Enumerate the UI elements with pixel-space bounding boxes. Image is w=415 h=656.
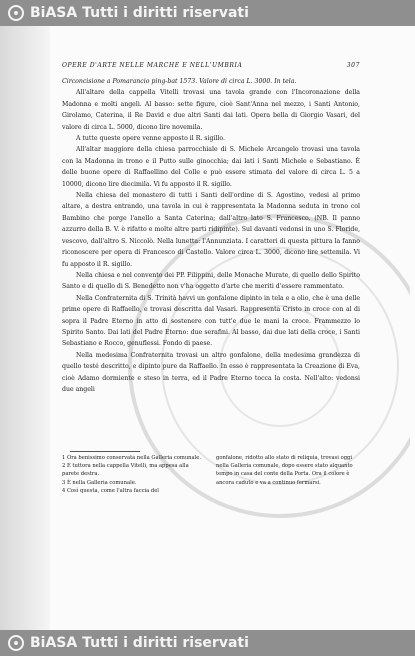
footnote: 3 È nella Galleria comunale.: [62, 479, 137, 486]
top-watermark-banner: [0, 0, 415, 26]
bottom-watermark-banner: [0, 630, 415, 656]
bottom-banner-text: BiASA Tutti i diritti riservati: [30, 635, 249, 651]
footnote: gonfalone, ridotto allo stato di reliquia, trovasi oggi nella Galleria comunale, dopo essere stato alquanto tempo in casa del conte della Porta. Ora il colore è ancora caduto e va a continuo fermarsi.: [216, 455, 353, 486]
footnotes-left-column: [62, 454, 206, 495]
biasa-logo-icon: [8, 635, 24, 651]
paragraph: Nella medesima Confraternita trovasi un altro gonfalone, della medesima grandezza di quello testé descritto, e dipinto pure da Raffaello. In esso è rappresentata la Creazione di Eva, cioè Adamo dormiente e steso in terra, ed il Padre Eterno tocca la costa. Nell'alto: vedonsi due angeli: [62, 351, 360, 393]
paragraph: Nella chiesa e nel convento dei PP. Filippini, delle Monache Murate, di quello dello Spirito Santo e di quello di S. Benedetto non v'ha oggetto d'arte che meriti d'essere rammentato.: [62, 271, 360, 291]
footnotes-right-column: [216, 454, 360, 495]
top-banner-text: BiASA Tutti i diritti riservati: [30, 5, 249, 21]
paragraph: Nella Confraternita di S. Trinità havvi un gonfalone dipinto in tela e a olio, che è una delle prime opere di Raffaello, e trovasi descritta dal Vasari. Rappresenta Cristo in croce con al di sopra il Padre Eterno in atto di sostenere con tutt'e due le mani la croce. Frammezzo lo Spirito Santo. Dai lati del Padre Eterno: due serafini. Al basso, dai due lati della croce, i Santi Sebastiano e Rocco, genuflessi. Fondo di paese.: [62, 294, 360, 348]
footnote: 4 Così questa, come l'altra faccia del: [62, 487, 159, 494]
page-gutter-shadow: [0, 26, 50, 630]
footnotes: [62, 454, 360, 495]
paragraph: Nella chiesa del monastero di tutti i Santi dell'ordine di S. Agostino, vedesi al primo altare, a destra entrando, una tavola in cui è rappresentata la Madonna seduta in trono col Bambino che porge l'anello a Santa Caterina; dall'altro lato S. Francesco. (NB. Il panno azzurro della B. V. è rifatto e molte altre parti ridipinte). Sul davanti vedonsi in uno S. Floride, vescovo, dall'altro S. Niccolò. Nella lunetta: l'Annunziata. I caratteri di questa pittura la fanno riconoscere per opera di Francesco di Castello. Valore circa L. 3000, dicono lire settemila. Vi fu apposto il R. sigillo.: [62, 192, 360, 268]
page-number: 307: [346, 62, 360, 69]
body-text: [62, 76, 360, 395]
paragraph: All'altar maggiore della chiesa parrocchiale di S. Michele Arcangelo trovasi una tavola con la Madonna in trono e il Putto sulle ginocchia; dai lati i Santi Michele e Sebastiano. È delle buone opere di Raffaellino del Colle e può essere stimata del valore di circa L. 5 a 10000, dicono lire diecimila. Vi fu apposto il R. sigillo.: [62, 146, 360, 188]
biasa-logo-icon: [8, 5, 24, 21]
running-title: OPERE D'ARTE NELLE MARCHE E NELL'UMBRIA: [62, 62, 243, 69]
running-header: [62, 62, 360, 69]
footnote: 1 Ora benissimo conservata nella Galleria comunale.: [62, 455, 201, 461]
paragraph: A tutte queste opere venne apposto il R. sigillo.: [76, 135, 225, 143]
footnote: 2 E tuttora nella cappella Vitelli, ma appesa alla parete destra.: [62, 463, 189, 478]
footnote-separator: [70, 451, 140, 452]
paragraph: Circoncisione a Pomarancio ping-bat 1573. Valore di circa L. 3000. In tela.: [62, 78, 297, 85]
paragraph: All'altare della cappella Vitelli trovasi una tavola grande con l'Incoronazione della Madonna e molti angeli. Al basso: sette figure, cioè Sant'Anna nel mezzo, i Santi Antonio, Girolamo, Caterina, il Re David e due altri Santi dai lati. Opera bella di Giorgio Vasari, del valore di circa L. 5000, dicono lire novemila.: [62, 89, 360, 131]
scanned-page: [0, 26, 415, 630]
